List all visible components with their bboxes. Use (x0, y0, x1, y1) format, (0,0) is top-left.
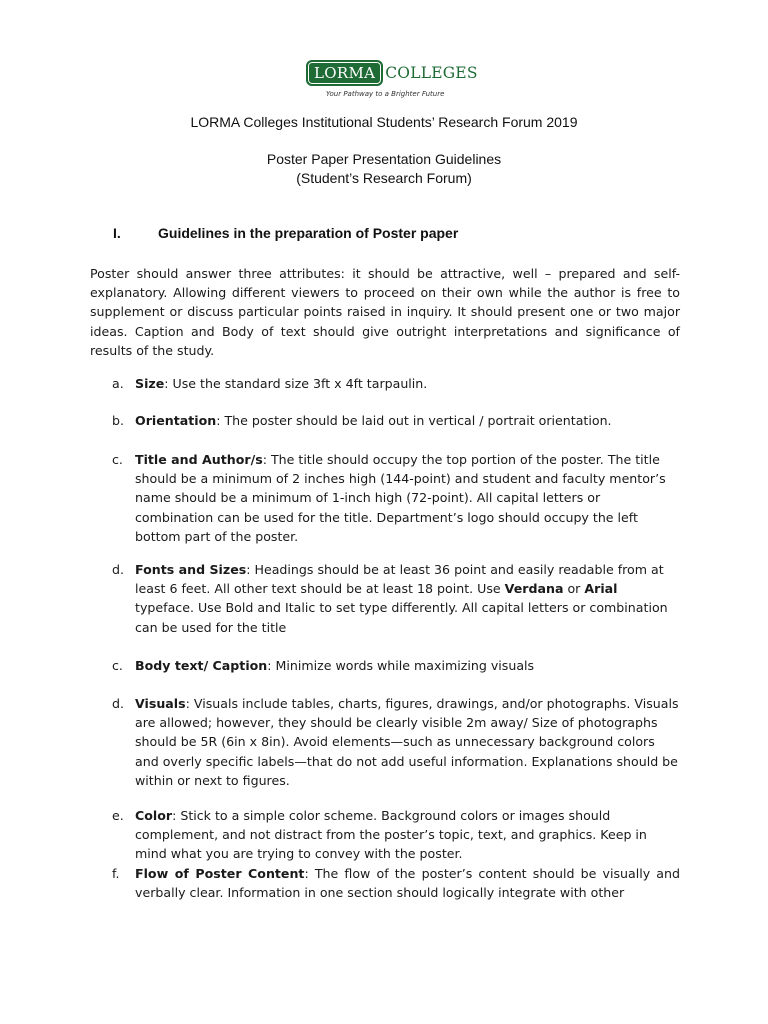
item-text: : Visuals include tables, charts, figures, drawings, and/or photographs. Visuals are allowed; however, they should be clearly visible 2m away/ Size of photographs should be 5R (6in x 8in). Avoid elements—such as unnecessary background colors and overly specific labels—that do not add useful information. Explanations should be within or next to figures. (135, 696, 679, 788)
item-label: Orientation (135, 413, 217, 428)
document-title: LORMA Colleges Institutional Students’ Research Forum 2019 (190, 114, 578, 130)
item-bold-font-2: Arial (584, 581, 618, 597)
logo-box-text: LORMA (306, 60, 383, 86)
list-item (90, 560, 680, 637)
item-label: Flow of Poster Content (135, 866, 305, 881)
list-marker: a. (112, 376, 124, 391)
lorma-logo (306, 60, 478, 104)
list-item (90, 450, 680, 546)
section-number: I. (113, 225, 121, 241)
item-text: : The title should occupy the top portion of the poster. The title should be a minimum of 2 inches high (144-point) and student and faculty mentor’s name should be a minimum of 1-inch high (72-point). All capital letters or combination can be used for the title. Department’s logo should occupy the left bottom part of the poster. (135, 452, 666, 544)
subtitle-line-2: (Student’s Research Forum) (296, 170, 472, 186)
subtitle-line-1: Poster Paper Presentation Guidelines (266, 151, 502, 167)
item-text: : Stick to a simple color scheme. Background colors or images should complement, and not distract from the poster’s topic, text, and graphics. Keep in mind what you are trying to convey with the poster. (135, 808, 647, 862)
section-heading (113, 225, 458, 241)
item-label: Body text/ Caption (135, 658, 268, 673)
item-text: : The poster should be laid out in vertical / portrait orientation. (216, 413, 612, 428)
document-subtitle (0, 150, 768, 188)
list-marker: b. (112, 413, 124, 428)
item-bold-font-1: Verdana (504, 581, 564, 597)
list-marker: c. (112, 658, 123, 673)
list-item (90, 411, 680, 430)
item-text: : Headings should be at least 36 point and easily readable from at least 6 feet. All other text should be at least 18 point. Use (135, 562, 664, 597)
logo-wordmark (306, 60, 478, 86)
list-marker: e. (112, 808, 124, 823)
list-item (90, 374, 680, 393)
item-label: Fonts and Sizes (135, 562, 247, 577)
item-label: Visuals (135, 696, 186, 711)
logo-tagline: Your Pathway to a Brighter Future (326, 90, 445, 98)
item-text: : Minimize words while maximizing visuals (267, 658, 535, 673)
intro-paragraph: Poster should answer three attributes: it should be attractive, well – prepared and self-explanatory. Allowing different viewers to proceed on their own while the author is free to supplement or discuss particular points raised in inquiry. It should present one or two major ideas. Caption and Body of text should give outright interpretations and significance of results of the study. (90, 266, 680, 358)
item-label: Title and Author/s (135, 452, 263, 467)
item-text: or (563, 581, 585, 597)
logo-side-text: COLLEGES (385, 64, 478, 82)
list-item (90, 656, 680, 675)
list-marker: d. (112, 562, 124, 577)
item-label: Size (135, 376, 165, 391)
section-heading-text: Guidelines in the preparation of Poster paper (158, 225, 459, 241)
item-text: : The flow of the poster’s content should be visually and verbally clear. Information in one section should logically integrate with other (135, 866, 680, 901)
list-marker: d. (112, 696, 124, 711)
list-item (90, 806, 680, 864)
list-marker: c. (112, 452, 123, 467)
list-item (90, 864, 680, 902)
list-marker: f. (112, 866, 120, 881)
item-text: typeface. Use Bold and Italic to set type differently. All capital letters or combination can be used for the title (135, 600, 668, 635)
list-item (90, 694, 680, 790)
item-label: Color (135, 808, 173, 823)
item-text: : Use the standard size 3ft x 4ft tarpaulin. (164, 376, 428, 391)
